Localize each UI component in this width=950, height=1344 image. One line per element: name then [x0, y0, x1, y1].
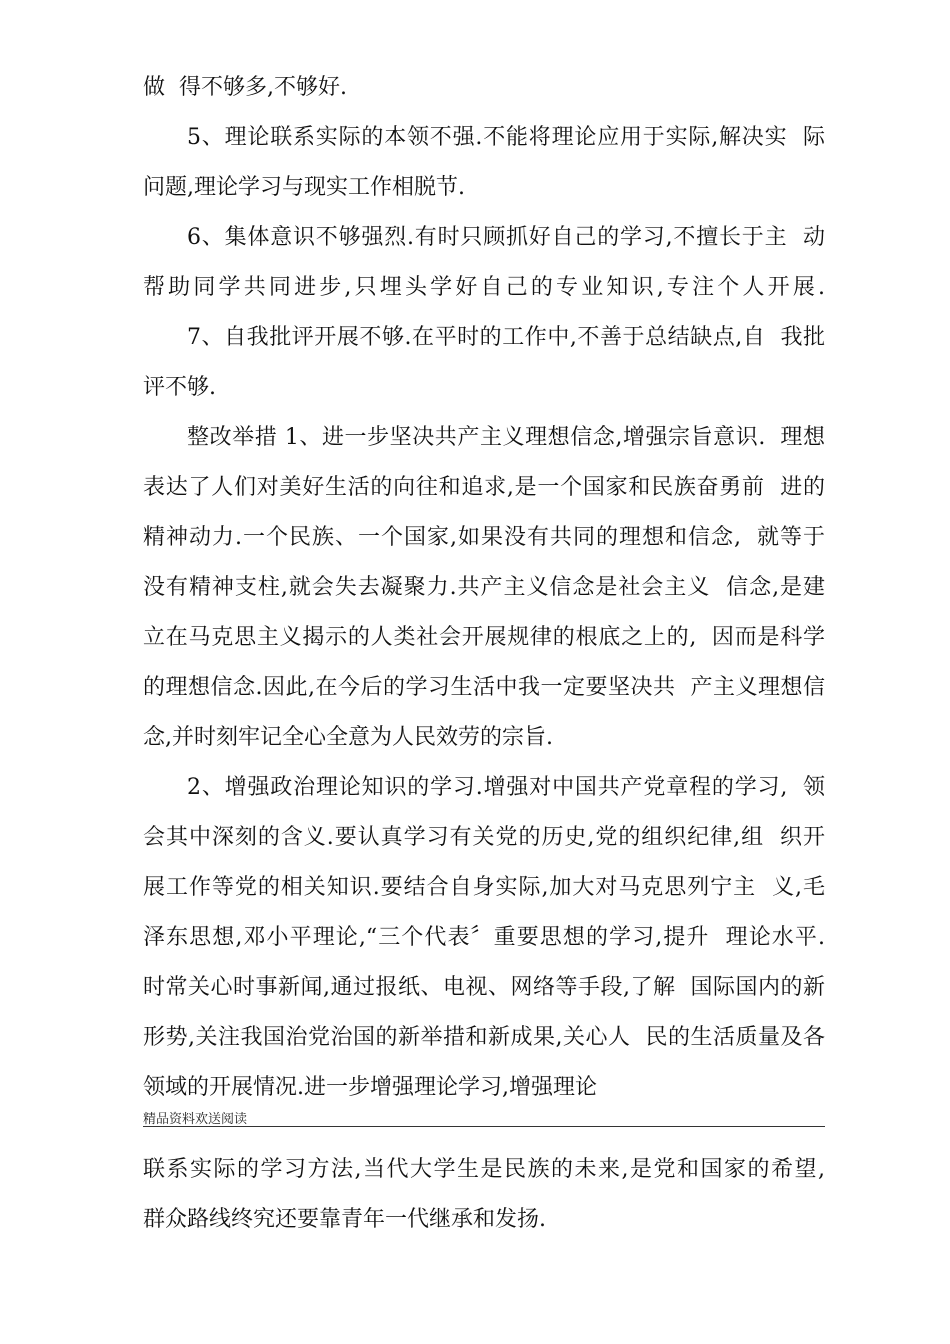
paragraph-2-line: 时常关心时事新闻,通过报纸、电视、网络等手段,了解 国际国内的新: [143, 975, 825, 1000]
paragraph-7-line: 评不够.: [143, 375, 216, 400]
footer-divider: [143, 1126, 825, 1127]
paragraph-measures-line: 的理想信念.因此,在今后的学习生活中我一定要坚决共 产主义理想信: [143, 675, 825, 700]
paragraph-2-line: 2、增强政治理论知识的学习.增强对中国共产党章程的学习, 领: [187, 775, 825, 800]
paragraph-6-line: 6、集体意识不够强烈.有时只顾抓好自己的学习,不擅长于主 动: [187, 225, 825, 250]
paragraph-measures-line: 表达了人们对美好生活的向往和追求,是一个国家和民族奋勇前 进的: [143, 475, 825, 500]
text-line: 做 得不够多,不够好.: [143, 75, 347, 100]
text-line: 群众路线终究还要靠青年一代继承和发扬.: [143, 1207, 546, 1232]
paragraph-2-line: 展工作等党的相关知识.要结合自身实际,加大对马克思列宁主 义,毛: [143, 875, 825, 900]
paragraph-measures-line: 没有精神支柱,就会失去凝聚力.共产主义信念是社会主义 信念,是建: [143, 575, 825, 600]
paragraph-2-line: 会其中深刻的含义.要认真学习有关党的历史,党的组织纪律,组 织开: [143, 825, 825, 850]
paragraph-measures-line: 立在马克思主义揭示的人类社会开展规律的根底之上的, 因而是科学: [143, 625, 825, 650]
paragraph-measures-line: 整改举措 1、进一步坚决共产主义理想信念,增强宗旨意识. 理想: [187, 425, 825, 450]
paragraph-7-line: 7、自我批评开展不够.在平时的工作中,不善于总结缺点,自 我批: [187, 325, 825, 350]
paragraph-5-line: 5、理论联系实际的本领不强.不能将理论应用于实际,解决实 际: [187, 125, 825, 150]
paragraph-measures-line: 念,并时刻牢记全心全意为人民效劳的宗旨.: [143, 725, 553, 750]
paragraph-5-line: 问题,理论学习与现实工作相脱节.: [143, 175, 465, 200]
paragraph-2-line: 泽东思想,邓小平理论,“三个代表〞重要思想的学习,提升 理论水平.: [143, 925, 825, 950]
paragraph-2-line: 领域的开展情况.进一步增强理论学习,增强理论: [143, 1075, 597, 1100]
paragraph-2-line: 形势,关注我国治党治国的新举措和新成果,关心人 民的生活质量及各: [143, 1025, 825, 1050]
text-line: 联系实际的学习方法,当代大学生是民族的未来,是党和国家的希望,: [143, 1157, 825, 1182]
page-footer-text: 精品资料欢送阅读: [143, 1112, 248, 1127]
paragraph-measures-line: 精神动力.一个民族、一个国家,如果没有共同的理想和信念, 就等于: [143, 525, 825, 550]
paragraph-6-line: 帮助同学共同进步,只埋头学好自己的专业知识,专注个人开展.: [143, 275, 825, 300]
